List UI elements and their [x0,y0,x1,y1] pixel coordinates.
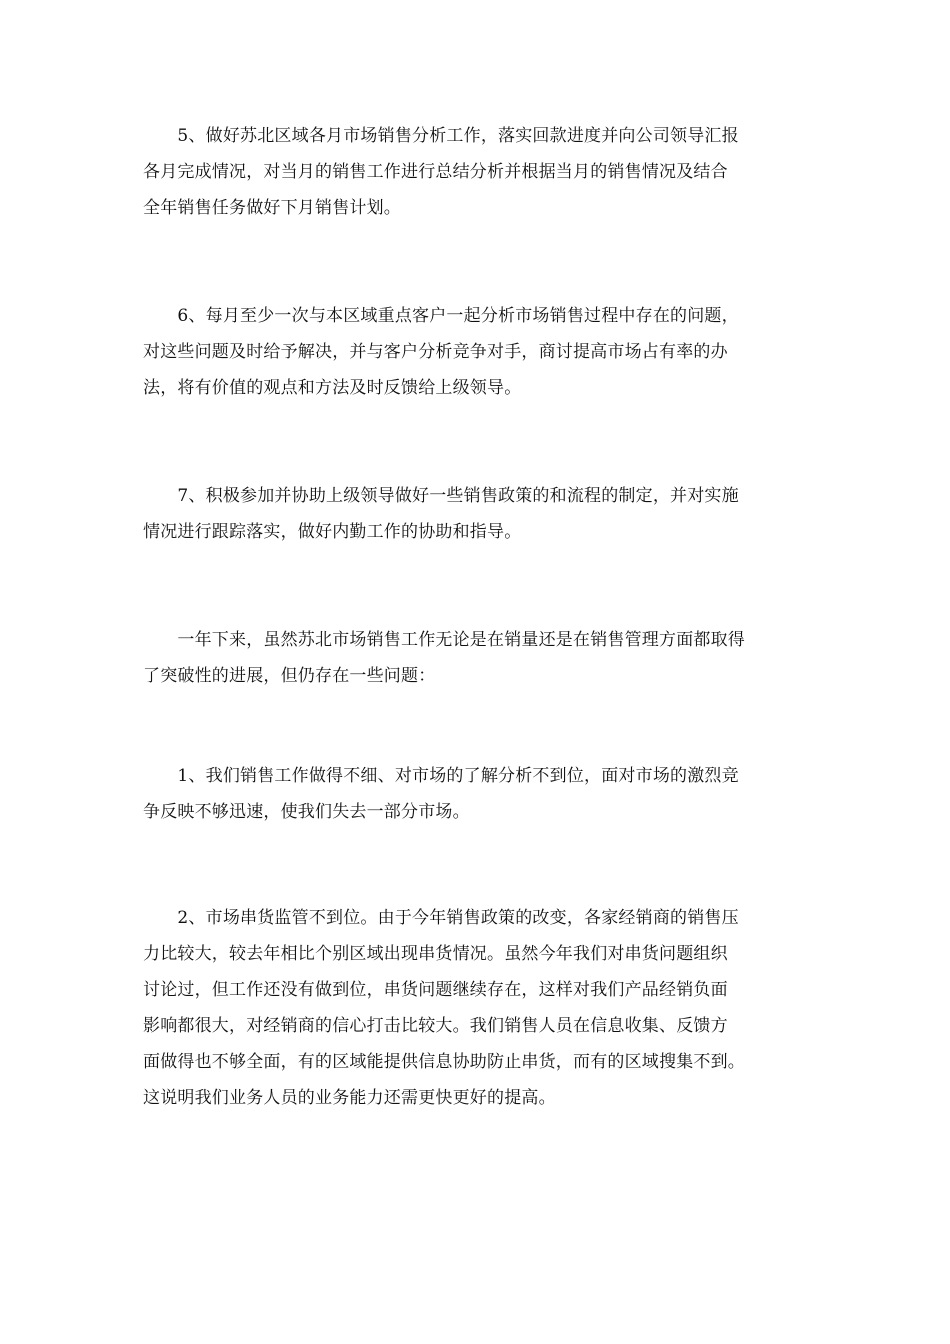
paragraph-item-5 [143,118,807,226]
text-line: 1、我们销售工作做得不细、对市场的了解分析不到位，面对市场的激烈竞 [143,766,739,786]
paragraph-item-7 [143,478,807,550]
text-line: 争反映不够迅速，使我们失去一部分市场。 [143,802,470,822]
text-line: 对这些问题及时给予解决，并与客户分析竞争对手，商讨提高市场占有率的办 [143,342,728,362]
text-line: 6、每月至少一次与本区域重点客户一起分析市场销售过程中存在的问题， [143,306,739,326]
text-line: 全年销售任务做好下月销售计划。 [143,198,401,218]
text-line: 2、市场串货监管不到位。由于今年销售政策的改变，各家经销商的销售压 [143,908,739,928]
text-line: 情况进行跟踪落实，做好内勤工作的协助和指导。 [143,522,522,542]
text-line: 影响都很大，对经销商的信心打击比较大。我们销售人员在信息收集、反馈方 [143,1016,728,1036]
text-line: 了突破性的进展，但仍存在一些问题： [143,666,436,686]
paragraph-summary [143,622,807,694]
paragraph-problem-2 [143,900,807,1116]
text-line: 讨论过，但工作还没有做到位，串货问题继续存在，这样对我们产品经销负面 [143,980,728,1000]
text-line: 一年下来，虽然苏北市场销售工作无论是在销量还是在销售管理方面都取得 [143,630,745,650]
text-line: 各月完成情况，对当月的销售工作进行总结分析并根据当月的销售情况及结合 [143,162,728,182]
text-line: 7、积极参加并协助上级领导做好一些销售政策的和流程的制定，并对实施 [143,486,739,506]
paragraph-problem-1 [143,758,807,830]
text-line: 面做得也不够全面，有的区域能提供信息协助防止串货，而有的区域搜集不到。 [143,1052,745,1072]
text-line: 5、做好苏北区域各月市场销售分析工作，落实回款进度并向公司领导汇报 [143,126,739,146]
text-line: 法，将有价值的观点和方法及时反馈给上级领导。 [143,378,522,398]
text-line: 这说明我们业务人员的业务能力还需更快更好的提高。 [143,1088,556,1108]
paragraph-item-6 [143,298,807,406]
text-line: 力比较大，较去年相比个别区域出现串货情况。虽然今年我们对串货问题组织 [143,944,728,964]
